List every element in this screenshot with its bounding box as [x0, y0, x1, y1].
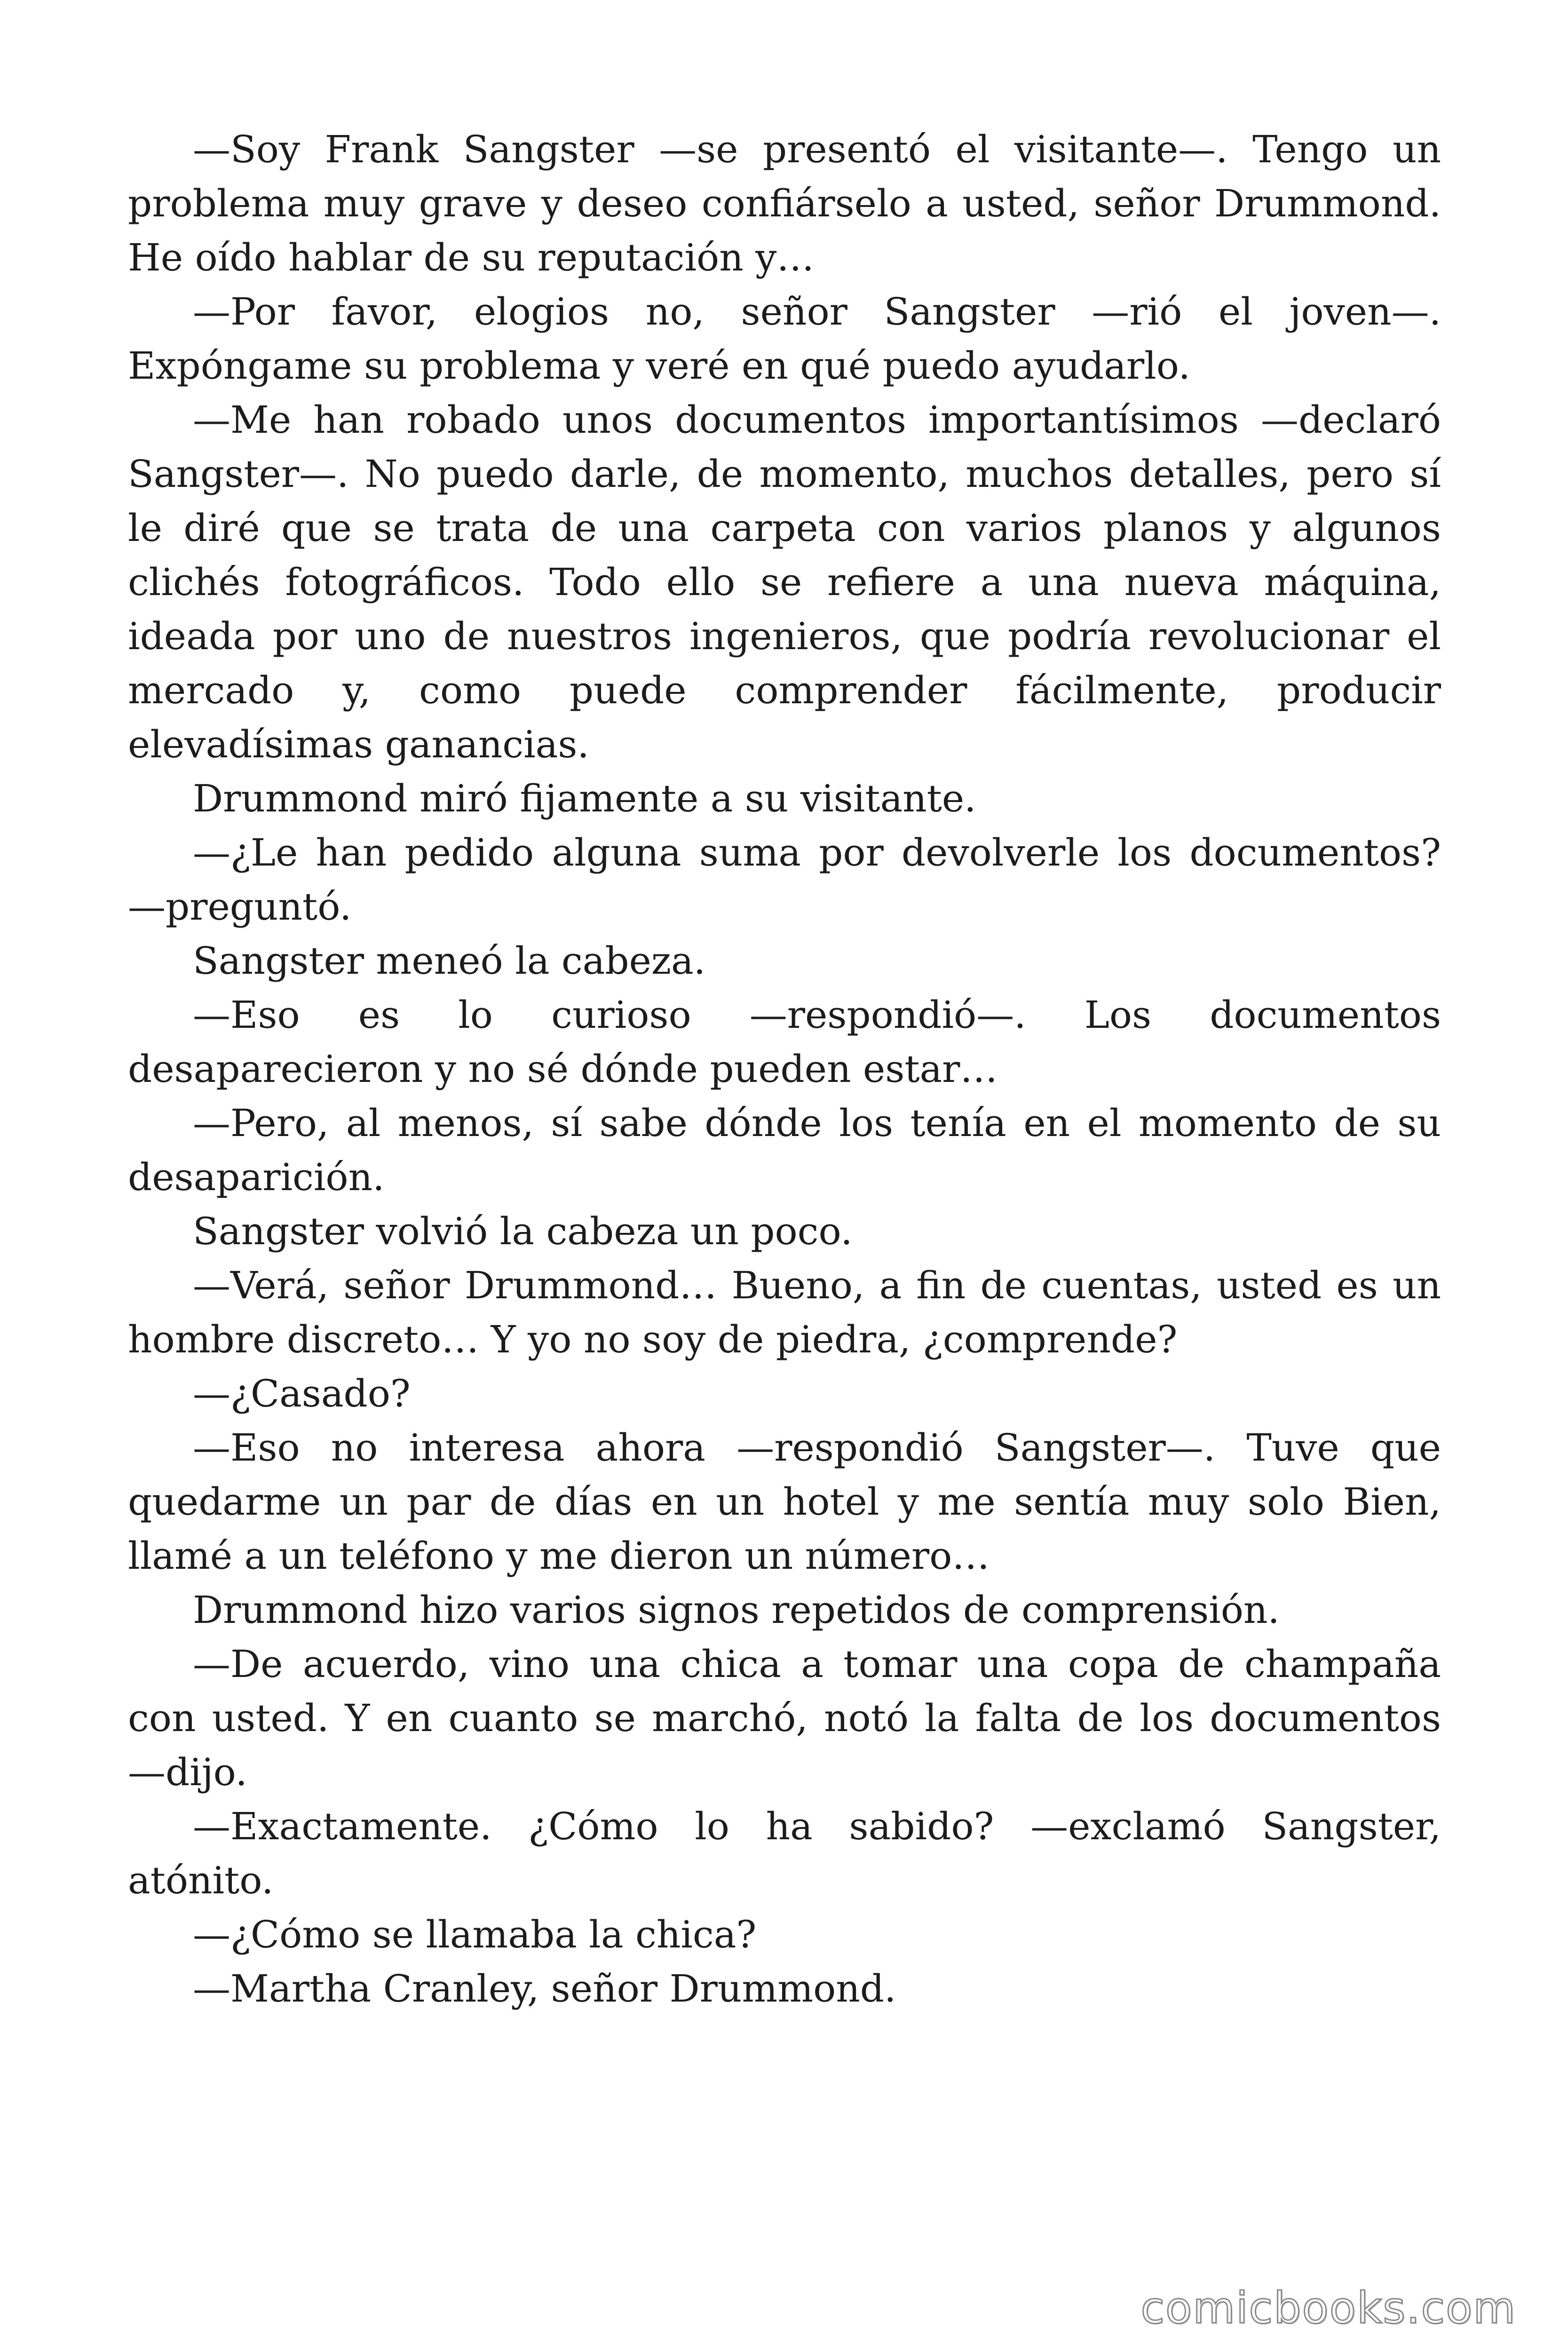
paragraph: —Verá, señor Drummond… Bueno, a fin de cuentas, usted es un hombre discreto… Y yo no soy de piedra, ¿comprende? [128, 1263, 1441, 1361]
paragraph: Sangster volvió la cabeza un poco. [193, 1209, 853, 1253]
paragraph: —Eso es lo curioso —respondió—. Los documentos desaparecieron y no sé dónde pueden estar… [128, 993, 1441, 1091]
paragraph: Drummond hizo varios signos repetidos de comprensión. [193, 1588, 1280, 1632]
paragraph: —Pero, al menos, sí sabe dónde los tenía en el momento de su desaparición. [128, 1101, 1441, 1199]
paragraph: —Martha Cranley, señor Drummond. [193, 1967, 896, 2010]
paragraph: —De acuerdo, vino una chica a tomar una copa de champaña con usted. Y en cuanto se marchó, notó la falta de los documentos —dijo. [128, 1642, 1441, 1794]
paragraph: Sangster meneó la cabeza. [193, 939, 706, 983]
paragraph: —Me han robado unos documentos importantísimos —declaró Sangster—. No puedo darle, de momento, muchos detalles, pero sí le diré que se trata de una carpeta con varios planos y algunos clichés fotográficos. Todo ello se refiere a una nueva máquina, ideada por uno de nuestros ingenieros, que podría revolucionar el mercado y, como puede comprender fácilmente, producir elevadísimas ganancias. [128, 398, 1441, 766]
paragraph: —Exactamente. ¿Cómo lo ha sabido? —exclamó Sangster, atónito. [128, 1804, 1441, 1902]
paragraph: —Eso no interesa ahora —respondió Sangster—. Tuve que quedarme un par de días en un hotel y me sentía muy solo Bien, llamé a un teléfono y me dieron un número… [128, 1426, 1441, 1578]
paragraph: —Por favor, elogios no, señor Sangster —rió el joven—. Expóngame su problema y veré en qué puedo ayudarlo. [128, 290, 1441, 388]
paragraph: —¿Cómo se llamaba la chica? [193, 1913, 757, 1956]
page-text [128, 122, 1441, 2016]
paragraph: —¿Le han pedido alguna suma por devolverle los documentos? —preguntó. [128, 831, 1441, 929]
paragraph: —Soy Frank Sangster —se presentó el visitante—. Tengo un problema muy grave y deseo confiárselo a usted, señor Drummond. He oído hablar de su reputación y… [128, 127, 1441, 279]
paragraph: —¿Casado? [193, 1372, 411, 1415]
watermark: comicbooks.com [1140, 2283, 1516, 2333]
paragraph: Drummond miró fijamente a su visitante. [193, 777, 976, 820]
